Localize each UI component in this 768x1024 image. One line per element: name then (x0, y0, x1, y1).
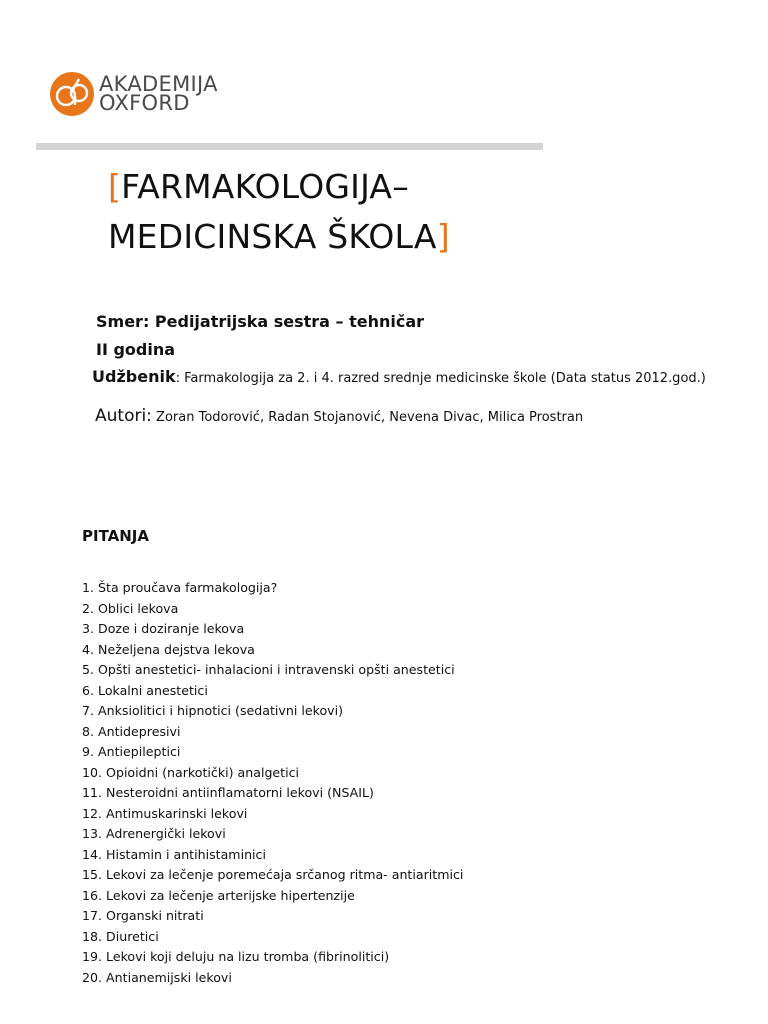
question-item: 9. Antiepileptici (82, 744, 181, 759)
udzbenik-value: : Farmakologija za 2. i 4. razred srednje medicinske škole (Data status 2012.god.) (175, 371, 706, 386)
question-item: 18. Diuretici (82, 928, 159, 944)
question-item: 15. Lekovi za lečenje poremećaja srčanog ritma- antiaritmici (82, 867, 464, 882)
title-line-2 (108, 212, 450, 262)
question-item: 8. Antidepresivi (82, 723, 181, 739)
smer-line: Smer: Pedijatrijska sestra – tehničar (96, 312, 425, 331)
document-title (108, 162, 450, 262)
question-item: 19. Lekovi koji deluju na lizu tromba (fibrinolitici) (82, 949, 390, 964)
question-item: 5. Opšti anestetici- inhalacioni i intravenski opšti anestetici (82, 662, 455, 677)
title-open-bracket: [ (108, 167, 122, 206)
section-heading-pitanja: PITANJA (82, 527, 149, 545)
questions-list (82, 578, 463, 988)
question-item: 2. Oblici lekova (82, 600, 179, 616)
akademija-oxford-logo (49, 71, 218, 117)
autori-label: Autori: (95, 406, 152, 426)
question-item: 14. Histamin i antihistaminici (82, 846, 266, 862)
question-item: 6. Lokalni anestetici (82, 682, 208, 698)
question-item: 13. Adrenergički lekovi (82, 826, 226, 841)
title-line-1 (108, 162, 450, 212)
question-item: 11. Nesteroidni antiinflamatorni lekovi (NSAIL) (82, 785, 374, 800)
title-text-2: MEDICINSKA ŠKOLA (108, 217, 437, 256)
udzbenik-line (92, 367, 706, 386)
title-close-bracket: ] (436, 217, 450, 256)
question-item: 16. Lekovi za lečenje arterijske hipertenzije (82, 887, 355, 903)
autori-line (95, 406, 583, 426)
question-item: 12. Antimuskarinski lekovi (82, 805, 248, 821)
question-item: 1. Šta proučava farmakologija? (82, 580, 278, 595)
logo-wordmark (99, 72, 218, 115)
header-divider (36, 143, 543, 150)
autori-value: Zoran Todorović, Radan Stojanović, Nevena Divac, Milica Prostran (151, 410, 584, 425)
title-text-1: FARMAKOLOGIJA– (121, 167, 409, 206)
question-item: 20. Antianemijski lekovi (82, 969, 232, 985)
question-item: 3. Doze i doziranje lekova (82, 621, 245, 636)
question-item: 7. Anksiolitici i hipnotici (sedativni lekovi) (82, 703, 344, 718)
question-item: 17. Organski nitrati (82, 908, 204, 923)
question-item: 10. Opioidni (narkotički) analgetici (82, 764, 300, 780)
logo-line-1: AKADEMIJA (99, 72, 218, 96)
godina-line: II godina (96, 340, 176, 359)
udzbenik-label: Udžbenik (92, 367, 176, 386)
akademija-oxford-ab-logo-icon (49, 71, 95, 117)
question-item: 4. Neželjena dejstva lekova (82, 641, 255, 657)
logo-line-2: OXFORD (99, 91, 190, 115)
